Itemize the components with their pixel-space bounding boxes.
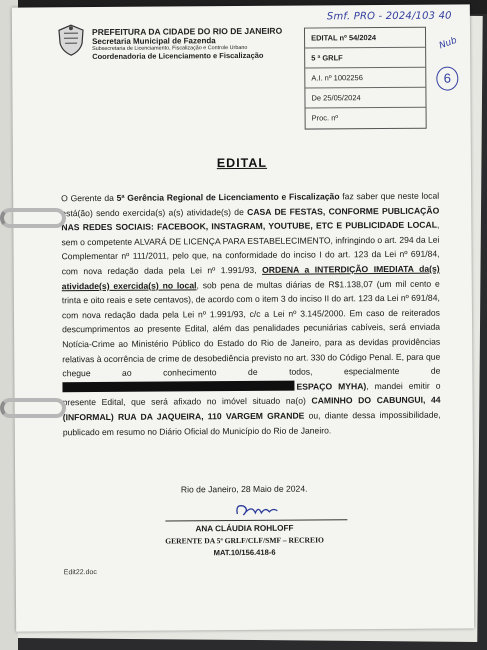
header-line-4: Coordenadoria de Licenciamento e Fiscalização	[92, 50, 264, 62]
redaction-bar	[62, 380, 294, 392]
handwritten-page-number: 6	[436, 66, 458, 90]
city-coat-of-arms-icon	[56, 23, 86, 57]
activity-description: CASA DE FESTAS, CONFORME PUBLICAÇÃO NAS REDES SOCIAIS: FACEBOOK, INSTAGRAM, YOUTUBE, ETC E PUBLICIDADE LOCAL	[61, 205, 440, 233]
signer-block	[15, 522, 473, 558]
file-name: Edit22.doc	[63, 569, 97, 577]
body-part: ou, diante dessa impossibilidade, publicado em resumo no Diário Oficial do Município do Rio de Janeiro.	[62, 409, 441, 437]
interdiction-order: ORDENA a INTERDIÇÃO IMEDIATA da(s) atividade(s) exercida(s) no local	[61, 263, 440, 291]
document-title: EDITAL	[216, 155, 268, 171]
body-part: O Gerente da	[61, 192, 117, 204]
institution-header	[92, 26, 312, 62]
body-part: faz saber que neste local está(ão) sendo exercida(s) a(s) atividade(s) de	[61, 190, 440, 218]
header-line-2: Secretaria Municipal de Fazenda	[92, 36, 216, 47]
signature-scribble	[231, 500, 281, 520]
edital-number: EDITAL nº 54/2024	[305, 28, 425, 49]
header-line-3: Subsecretaria de Licenciamento, Fiscalização e Controle Urbano	[92, 44, 248, 53]
body-part: , sem o competente ALVARÁ DE LICENÇA PARA ESTABELECIMENTO, infringindo o art. 294 da Lei Complementar nº 111/2011, pelo que, na conformidade do inciso I do art. 123 da Lei nº 691/84, com nova redação dada pela Lei nº 1.991/93,	[61, 219, 440, 277]
document-page	[12, 4, 474, 631]
binder-ring-bottom	[0, 398, 66, 418]
issue-date: Rio de Janeiro, 28 Maio de 2024.	[180, 483, 308, 495]
handwritten-process-number: Smf. PRO - 2024/103 40	[326, 10, 452, 23]
edital-body	[61, 189, 441, 440]
property-address: CAMINHO DO CABUNGUI, 44 (INFORMAL) RUA DA JAQUEIRA, 110 VARGEM GRANDE	[62, 394, 441, 423]
ai-number: A.I. nº 1002256	[305, 68, 425, 89]
body-part: , sob pena de multas diárias de R$1.138,07 (um mil cento e trinta e oito reais e sete centavos), de acordo com o item 3 do inciso II do art. 123 da Lei nº 691/84, com nova redação dada pela Lei nº 1.991/93, c/c a Lei nº 3.145/2000. Em caso de reiterados descumprimentos ao presente Edital, além das penalidades pecuniárias cabíveis, será enviada Notícia-Crime ao Ministério Público do Estado do Rio de Janeiro, para as devidas providências relativas à ocorrência de crime de desobediência previsto no art. 330 do Código Penal. E, para que chegue ao conhecimento de todos, especialmente de	[61, 278, 441, 379]
gerencia-name: 5ª Gerência Regional de Licenciamento e Fiscalização	[116, 191, 340, 203]
signer-registration: MAT.10/156.418-6	[213, 547, 276, 558]
signer-role: GERENTE DA 5ª GRLF/CLF/SMF – RECREIO	[165, 535, 324, 546]
grlf-label: 5 ª GRLF	[305, 48, 425, 69]
edital-date: De 25/05/2024	[305, 88, 425, 109]
binder-ring-top	[0, 208, 66, 228]
edital-info-box	[304, 27, 427, 130]
establishment-name: ESPAÇO MYHA)	[296, 380, 367, 392]
process-number: Proc. nº	[311, 113, 339, 123]
body-part: , mandei emitir o presente Edital, que será afixado no imóvel situado na(o)	[62, 380, 441, 408]
header-line-1: PREFEITURA DA CIDADE DO RIO DE JANEIRO	[91, 25, 283, 38]
signature-line	[165, 519, 347, 521]
signer-name: ANA CLÁUDIA ROHLOFF	[195, 523, 294, 534]
handwritten-initials: Nub	[437, 35, 459, 52]
